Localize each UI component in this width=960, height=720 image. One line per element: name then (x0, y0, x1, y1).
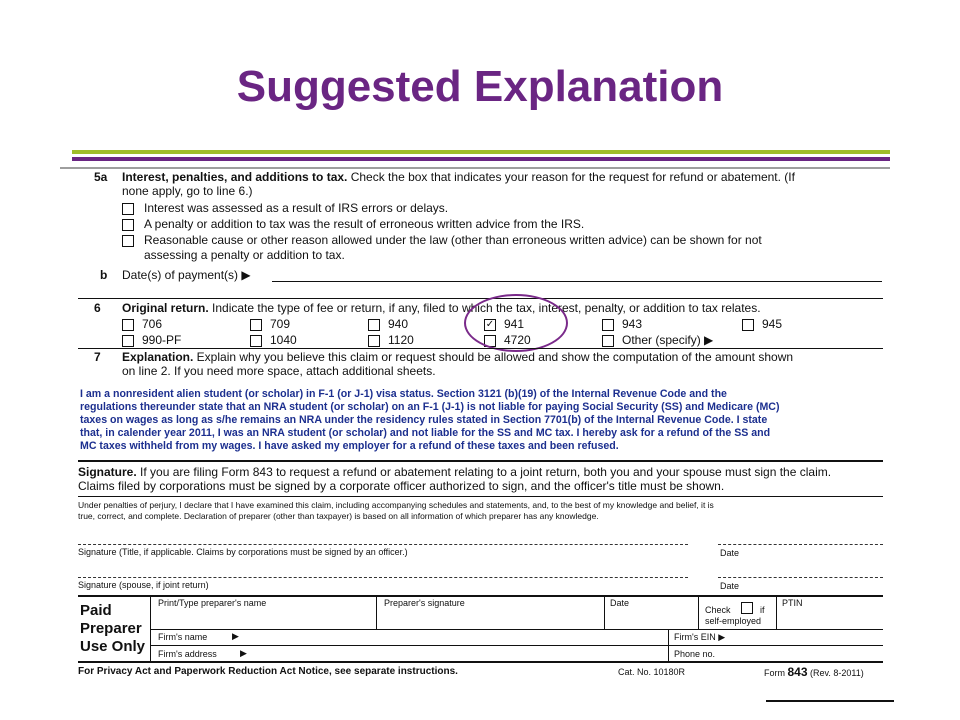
spouse-date-line[interactable] (718, 577, 883, 578)
option-irs-errors: Interest was assessed as a result of IRS errors or delays. (144, 201, 449, 215)
checkbox-941-checked[interactable]: ✓ (485, 319, 495, 330)
checkbox-945[interactable] (742, 319, 754, 331)
signature-line[interactable] (78, 544, 688, 545)
paid-preparer-line-1: Paid (80, 602, 112, 619)
self-employed-label: self-employed (705, 616, 762, 626)
spouse-signature-label: Signature (spouse, if joint return) (78, 580, 209, 590)
spouse-signature-line[interactable] (78, 577, 688, 578)
spouse-date-label: Date (720, 581, 740, 591)
self-employed-checkbox[interactable] (741, 602, 753, 614)
line-5b-number: b (100, 268, 108, 282)
perjury-text-2: true, correct, and complete. Declaration of preparer (other than taxpayer) is based on all information of which preparer has any knowledge. (78, 511, 599, 521)
label-990pf: 990-PF (142, 333, 182, 347)
explanation-line-3: taxes on wages as long as s/he remains an NRA under the residency rules stated in Section 7701(b) of the Internal Revenue Code. I state (80, 414, 768, 426)
checkbox-1120[interactable] (368, 335, 380, 347)
signature-text (78, 465, 831, 479)
payment-date-field[interactable] (272, 281, 882, 282)
form-prefix: Form (764, 668, 788, 678)
checkbox-other[interactable] (602, 335, 614, 347)
preparer-bottom-border (78, 661, 883, 663)
line-7-heading: Explanation. (122, 350, 194, 364)
print-name-label: Print/Type preparer's name (158, 598, 267, 608)
preparer-col-divider-4 (776, 595, 777, 629)
signature-text-2: Claims filed by corporations must be signed by a corporate officer authorized to sign, and the officer's title must be shown. (78, 479, 725, 493)
label-4720: 4720 (504, 333, 531, 347)
signature-date-line[interactable] (718, 544, 883, 545)
preparer-date-label: Date (610, 598, 630, 608)
label-941: 941 (504, 317, 525, 331)
form-843-excerpt (78, 170, 883, 682)
slide-title: Suggested Explanation (236, 62, 724, 111)
phone-label: Phone no. (674, 649, 716, 659)
checkbox-reasonable-cause[interactable] (122, 235, 134, 247)
line-7-number: 7 (94, 350, 101, 364)
line-5a-text (122, 170, 795, 184)
line-5a-text-1: Check the box that indicates your reason for the request for refund or abatement. (If (347, 170, 795, 184)
checkbox-706[interactable] (122, 319, 134, 331)
explanation-line-5: MC taxes withheld from my wages. I have asked my employer for a refund of these taxes and been refused. (80, 440, 619, 452)
checkbox-709[interactable] (250, 319, 262, 331)
paid-preparer-line-3: Use Only (80, 638, 146, 655)
checkbox-990pf[interactable] (122, 335, 134, 347)
privacy-notice: For Privacy Act and Paperwork Reduction Act Notice, see separate instructions. (78, 666, 458, 677)
if-label: if (760, 605, 765, 615)
label-706: 706 (142, 317, 163, 331)
firms-name-label: Firm's name (158, 632, 208, 642)
line-6-desc: Indicate the type of fee or return, if any, filed to which the tax, interest, penalty, or addition to tax relates. (208, 301, 761, 315)
option-reasonable-cause: Reasonable cause or other reason allowed under the law (other than erroneous written advice) can be shown for not (144, 233, 762, 247)
label-945: 945 (762, 317, 783, 331)
label-943: 943 (622, 317, 643, 331)
label-1040: 1040 (270, 333, 297, 347)
divider-line-7 (78, 348, 883, 349)
line-7-text-1: Explain why you believe this claim or request should be allowed and show the computation of the amount shown (193, 350, 794, 364)
form-top-border (60, 167, 890, 169)
preparer-top-border (78, 595, 883, 597)
firms-address-arrow: ▶ (240, 648, 247, 658)
preparer-row-divider-1 (150, 629, 883, 630)
firms-address-label: Firm's address (158, 649, 217, 659)
footer-underline (766, 700, 894, 702)
paid-preparer-line-2: Preparer (80, 620, 142, 637)
option-erroneous-advice: A penalty or addition to tax was the result of erroneous written advice from the IRS. (144, 217, 585, 231)
form-revision: (Rev. 8-2011) (807, 668, 864, 678)
line-5a-heading: Interest, penalties, and additions to tax. (122, 170, 348, 184)
cat-number: Cat. No. 10180R (618, 667, 686, 677)
preparer-signature-label: Preparer's signature (384, 598, 465, 608)
line-6-text (122, 301, 761, 315)
preparer-col-divider-1 (376, 595, 377, 629)
title-rule-green (72, 150, 890, 154)
divider-perjury (78, 496, 883, 497)
divider-signature (78, 460, 883, 462)
explanation-line-1: I am a nonresident alien student (or scholar) in F-1 (or J-1) visa status. Section 3121 (b)(19) of the Internal Revenue Code and the (80, 388, 727, 400)
line-6-heading: Original return. (122, 301, 209, 315)
preparer-col-divider-3 (698, 595, 699, 629)
line-7-text (122, 350, 793, 364)
line-5b-label: Date(s) of payment(s) ▶ (122, 268, 251, 282)
highlight-circle-941 (464, 294, 568, 352)
signature-date-label: Date (720, 548, 740, 558)
signature-label: Signature (Title, if applicable. Claims by corporations must be signed by an officer.) (78, 547, 408, 557)
signature-heading: Signature. (78, 465, 137, 479)
explanation-line-4: that, in calender year 2011, I was an NRA student (or scholar) and not liable for the SS and MC tax. I hereby ask for a refund of the SS and (80, 427, 771, 439)
perjury-text-1: Under penalties of perjury, I declare that I have examined this claim, including accompanying schedules and statements, and, to the best of my knowledge and belief, it is (78, 500, 714, 510)
explanation-line-2: regulations thereunder state that an NRA student (or scholar) on an F-1 (J-1) is not liable for paying Social Security (SS) and Medicare (MC) (80, 401, 780, 413)
label-other-specify: Other (specify) ▶ (622, 333, 714, 347)
firms-ein-label: Firm's EIN ▶ (674, 632, 726, 642)
line-6-number: 6 (94, 301, 101, 315)
label-709: 709 (270, 317, 291, 331)
checkbox-943[interactable] (602, 319, 614, 331)
firms-name-arrow: ▶ (232, 631, 239, 641)
line-5a-number: 5a (94, 170, 108, 184)
form-number (764, 665, 864, 679)
signature-text-1: If you are filing Form 843 to request a refund or abatement relating to a joint return, both you and your spouse must sign the claim. (136, 465, 832, 479)
checkbox-940[interactable] (368, 319, 380, 331)
label-940: 940 (388, 317, 409, 331)
ptin-label: PTIN (782, 598, 803, 608)
paid-preparer-title (80, 602, 145, 656)
checkbox-erroneous-advice[interactable] (122, 219, 134, 231)
line-7-text-2: on line 2. If you need more space, attach additional sheets. (122, 364, 436, 378)
line-5a-text-2: none apply, go to line 6.) (122, 184, 253, 198)
option-reasonable-cause-cont: assessing a penalty or addition to tax. (144, 248, 345, 262)
preparer-col-divider-2 (604, 595, 605, 629)
divider-line-6 (78, 298, 883, 299)
check-label: Check (705, 605, 731, 615)
title-rule-purple (72, 157, 890, 161)
preparer-row-divider-2 (150, 645, 883, 646)
label-1120: 1120 (388, 333, 414, 347)
checkbox-irs-errors[interactable] (122, 203, 134, 215)
form-843: 843 (787, 665, 808, 679)
checkbox-1040[interactable] (250, 335, 262, 347)
